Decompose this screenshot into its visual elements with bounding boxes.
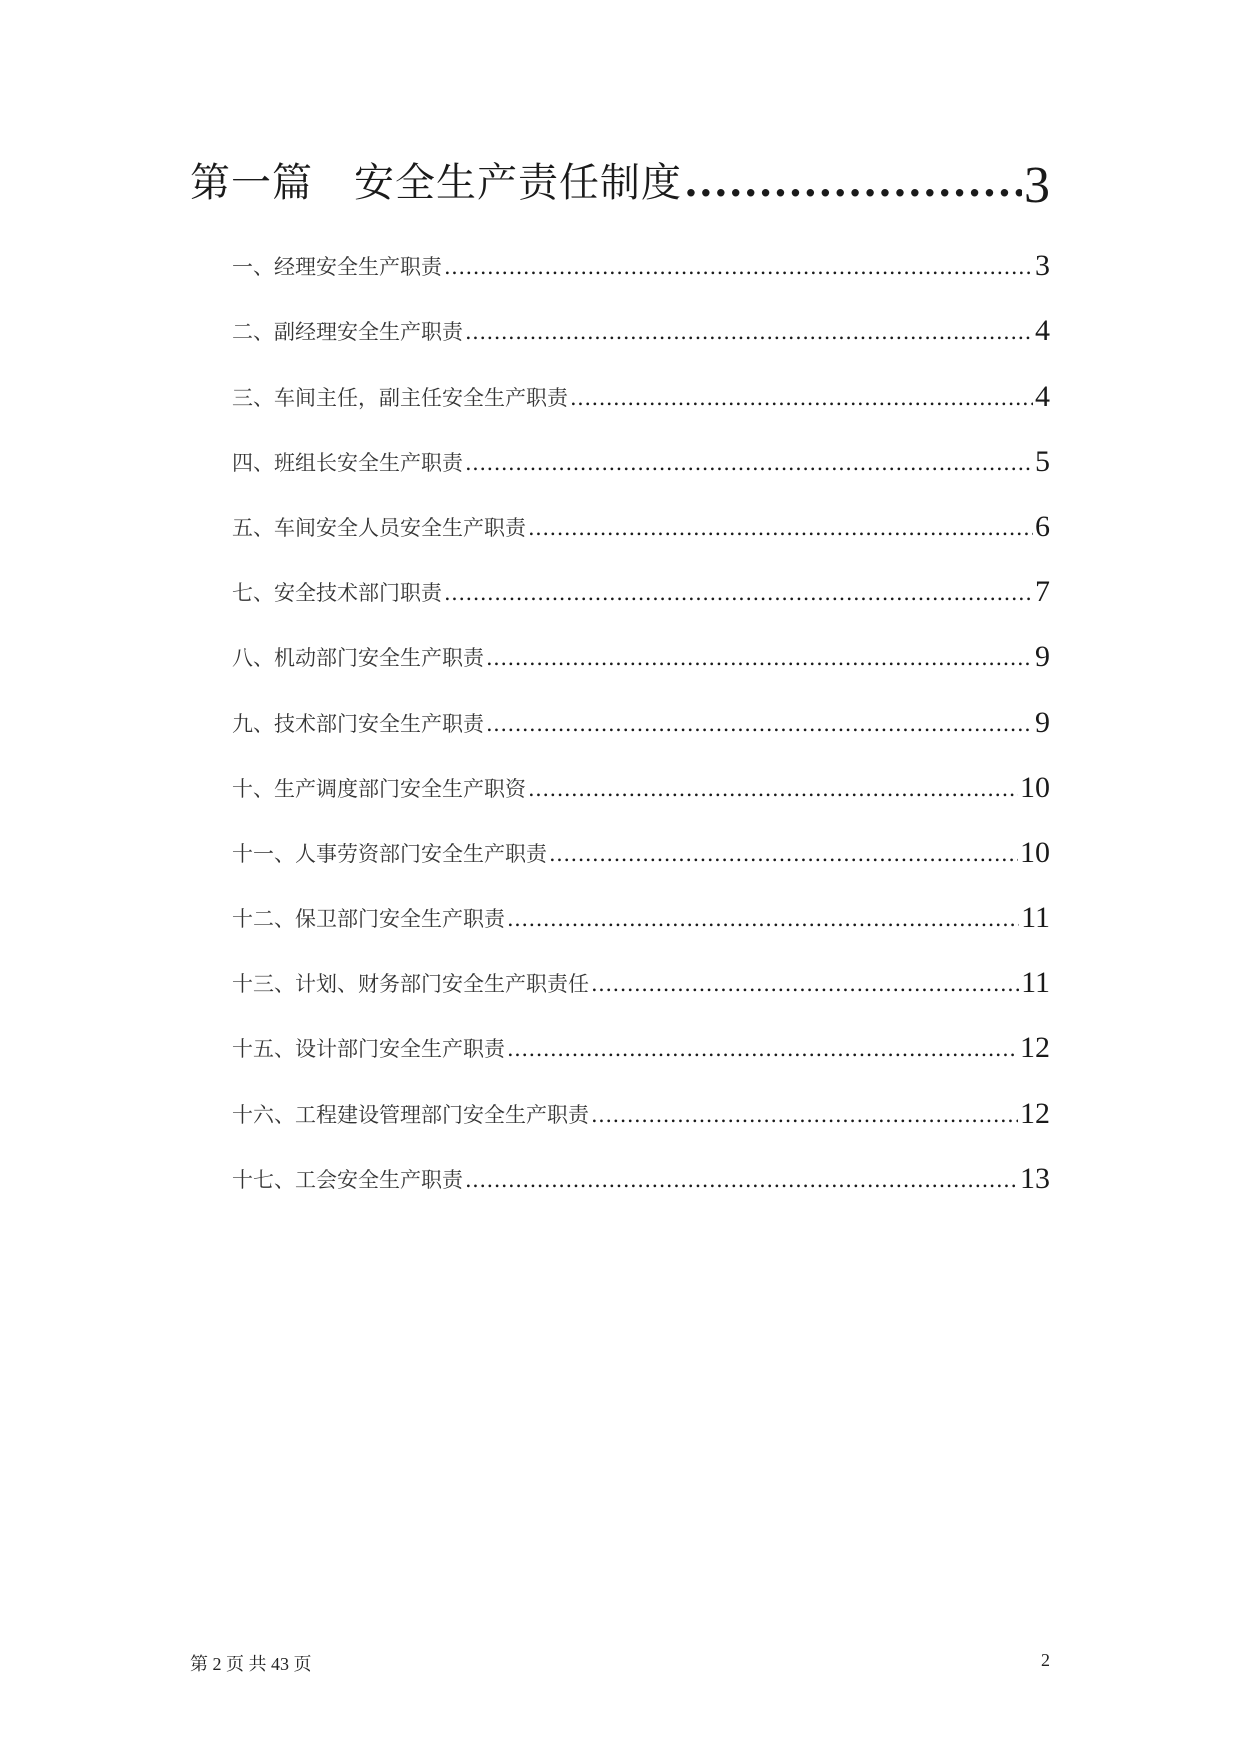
toc-entry-page: 11 bbox=[1021, 901, 1050, 934]
toc-entry[interactable] bbox=[190, 607, 1050, 672]
toc-entry-label: 三、车间主任，副主任安全生产职责 bbox=[232, 385, 568, 410]
footer-page-number: 2 bbox=[1041, 1650, 1050, 1670]
toc-entry[interactable] bbox=[190, 216, 1050, 281]
toc-entry[interactable] bbox=[190, 1063, 1050, 1128]
toc-entry-page: 6 bbox=[1035, 509, 1050, 542]
toc-entry-label: 十七、工会安全生产职责 bbox=[232, 1167, 463, 1192]
toc-entry-label: 七、安全技术部门职责 bbox=[232, 581, 442, 606]
toc-leader-dots bbox=[549, 840, 1018, 868]
toc-entry-page: 11 bbox=[1021, 966, 1050, 999]
toc-leader-dots bbox=[444, 579, 1033, 607]
toc-heading-page: 3 bbox=[1024, 157, 1050, 214]
toc-entry-label: 十一、人事劳资部门安全生产职责 bbox=[232, 841, 547, 866]
toc-entry-page: 12 bbox=[1020, 1096, 1050, 1129]
toc-leader-dots bbox=[528, 775, 1018, 803]
toc-entries bbox=[190, 216, 1050, 1194]
toc-leader-dots bbox=[684, 150, 1022, 216]
toc-entry-label: 九、技术部门安全生产职责 bbox=[232, 711, 484, 736]
toc-entry-label: 五、车间安全人员安全生产职责 bbox=[232, 515, 526, 540]
toc-entry-page: 3 bbox=[1035, 249, 1050, 282]
toc-entry[interactable] bbox=[190, 542, 1050, 607]
table-of-contents bbox=[190, 150, 1050, 1194]
toc-entry-label: 十五、设计部门安全生产职责 bbox=[232, 1037, 505, 1062]
toc-heading-label: 第一篇 安全生产责任制度 bbox=[190, 160, 682, 206]
toc-entry-page: 4 bbox=[1035, 314, 1050, 347]
toc-entry-label: 十二、保卫部门安全生产职责 bbox=[232, 907, 505, 932]
toc-leader-dots bbox=[507, 905, 1019, 933]
toc-entry[interactable] bbox=[190, 738, 1050, 803]
toc-entry[interactable] bbox=[190, 346, 1050, 411]
toc-entry[interactable] bbox=[190, 933, 1050, 998]
toc-entry-label: 十、生产调度部门安全生产职资 bbox=[232, 776, 526, 801]
toc-entry-label: 一、经理安全生产职责 bbox=[232, 255, 442, 280]
footer-page-info: 第 2 页 共 43 页 bbox=[190, 1654, 312, 1674]
toc-entry[interactable] bbox=[190, 868, 1050, 933]
toc-leader-dots bbox=[507, 1035, 1018, 1063]
toc-entry[interactable] bbox=[190, 672, 1050, 737]
toc-entry-label: 十六、工程建设管理部门安全生产职责 bbox=[232, 1102, 589, 1127]
toc-entry-page: 10 bbox=[1020, 770, 1050, 803]
toc-entry[interactable] bbox=[190, 477, 1050, 542]
toc-entry-label: 八、机动部门安全生产职责 bbox=[232, 646, 484, 671]
toc-leader-dots bbox=[465, 1166, 1018, 1194]
toc-leader-dots bbox=[486, 644, 1033, 672]
toc-entry-label: 十三、计划、财务部门安全生产职责任 bbox=[232, 972, 589, 997]
toc-entry-page: 9 bbox=[1035, 640, 1050, 673]
toc-entry[interactable] bbox=[190, 998, 1050, 1063]
toc-entry[interactable] bbox=[190, 803, 1050, 868]
toc-entry[interactable] bbox=[190, 281, 1050, 346]
toc-leader-dots bbox=[591, 1101, 1018, 1129]
toc-entry-page: 13 bbox=[1020, 1161, 1050, 1194]
toc-leader-dots bbox=[486, 710, 1033, 738]
toc-entry[interactable] bbox=[190, 1129, 1050, 1194]
toc-entry-page: 12 bbox=[1020, 1031, 1050, 1064]
toc-leader-dots bbox=[444, 253, 1033, 281]
toc-heading[interactable] bbox=[190, 150, 1050, 216]
toc-entry-page: 9 bbox=[1035, 705, 1050, 738]
toc-entry-page: 5 bbox=[1035, 444, 1050, 477]
toc-entry-page: 7 bbox=[1035, 575, 1050, 608]
toc-entry-page: 4 bbox=[1035, 379, 1050, 412]
toc-leader-dots bbox=[528, 514, 1033, 542]
toc-leader-dots bbox=[570, 384, 1033, 412]
toc-leader-dots bbox=[591, 970, 1019, 998]
toc-leader-dots bbox=[465, 449, 1033, 477]
toc-entry[interactable] bbox=[190, 412, 1050, 477]
page-footer bbox=[190, 1650, 1050, 1676]
toc-entry-label: 四、班组长安全生产职责 bbox=[232, 450, 463, 475]
toc-entry-page: 10 bbox=[1020, 835, 1050, 868]
toc-entry-label: 二、副经理安全生产职责 bbox=[232, 320, 463, 345]
toc-leader-dots bbox=[465, 318, 1033, 346]
